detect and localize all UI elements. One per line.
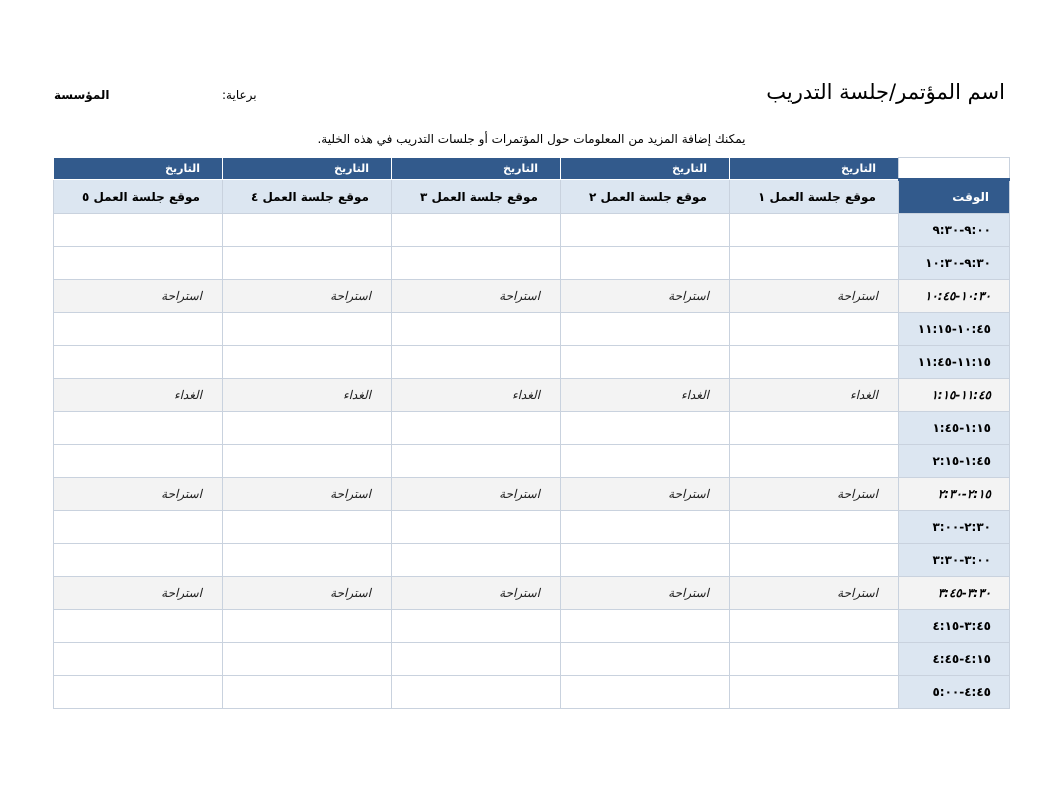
schedule-cell[interactable] xyxy=(392,511,561,544)
schedule-cell[interactable] xyxy=(392,544,561,577)
location-header[interactable]: موقع جلسة العمل ١ xyxy=(730,180,899,214)
schedule-cell[interactable]: استراحة xyxy=(561,478,730,511)
schedule-cell[interactable] xyxy=(392,214,561,247)
table-row xyxy=(54,379,1010,412)
schedule-cell[interactable] xyxy=(223,676,392,709)
schedule-cell[interactable] xyxy=(730,676,899,709)
schedule-cell[interactable] xyxy=(223,643,392,676)
schedule-cell[interactable] xyxy=(730,511,899,544)
sponsor-label: برعاية: xyxy=(222,88,257,102)
schedule-table xyxy=(53,157,1010,709)
schedule-cell[interactable]: استراحة xyxy=(561,577,730,610)
schedule-cell[interactable]: الغداء xyxy=(54,379,223,412)
schedule-cell[interactable] xyxy=(223,313,392,346)
schedule-cell[interactable]: استراحة xyxy=(392,280,561,313)
schedule-cell[interactable]: الغداء xyxy=(392,379,561,412)
schedule-cell[interactable] xyxy=(561,412,730,445)
table-row xyxy=(54,445,1010,478)
schedule-cell[interactable] xyxy=(730,544,899,577)
location-header[interactable]: موقع جلسة العمل ٢ xyxy=(561,180,730,214)
time-slot: ٩:٠٠-٩:٣٠ xyxy=(899,214,1010,247)
schedule-cell[interactable] xyxy=(730,445,899,478)
schedule-cell[interactable] xyxy=(561,610,730,643)
schedule-cell[interactable]: الغداء xyxy=(223,379,392,412)
schedule-cell[interactable] xyxy=(730,313,899,346)
schedule-cell[interactable] xyxy=(392,610,561,643)
schedule-cell[interactable] xyxy=(561,643,730,676)
schedule-cell[interactable]: استراحة xyxy=(392,577,561,610)
table-row xyxy=(54,577,1010,610)
table-row xyxy=(54,676,1010,709)
location-header[interactable]: موقع جلسة العمل ٥ xyxy=(54,180,223,214)
time-slot: ١:١٥-١:٤٥ xyxy=(899,412,1010,445)
table-row xyxy=(54,214,1010,247)
table-row xyxy=(54,247,1010,280)
schedule-cell[interactable] xyxy=(730,247,899,280)
schedule-cell[interactable]: استراحة xyxy=(54,577,223,610)
table-row xyxy=(54,346,1010,379)
schedule-cell[interactable] xyxy=(730,214,899,247)
time-slot: ١٠:٣٠-١٠:٤٥ xyxy=(899,280,1010,313)
schedule-cell[interactable] xyxy=(223,544,392,577)
time-slot: ١١:٤٥-١:١٥ xyxy=(899,379,1010,412)
organization-name: المؤسسة xyxy=(54,88,110,102)
location-header[interactable]: موقع جلسة العمل ٤ xyxy=(223,180,392,214)
table-row xyxy=(54,610,1010,643)
schedule-cell[interactable] xyxy=(561,676,730,709)
schedule-cell[interactable] xyxy=(392,643,561,676)
time-slot: ١٠:٤٥-١١:١٥ xyxy=(899,313,1010,346)
schedule-cell[interactable] xyxy=(54,643,223,676)
schedule-cell[interactable] xyxy=(223,346,392,379)
schedule-cell[interactable] xyxy=(223,247,392,280)
schedule-cell[interactable] xyxy=(223,610,392,643)
schedule-cell[interactable] xyxy=(561,313,730,346)
schedule-cell[interactable] xyxy=(54,544,223,577)
schedule-cell[interactable] xyxy=(730,610,899,643)
time-slot: ٢:٣٠-٣:٠٠ xyxy=(899,511,1010,544)
time-slot: ٣:٤٥-٤:١٥ xyxy=(899,610,1010,643)
schedule-body xyxy=(54,214,1010,709)
schedule-cell[interactable]: استراحة xyxy=(54,478,223,511)
schedule-cell[interactable] xyxy=(54,676,223,709)
time-slot: ٤:٤٥-٥:٠٠ xyxy=(899,676,1010,709)
schedule-cell[interactable]: استراحة xyxy=(561,280,730,313)
schedule-cell[interactable] xyxy=(392,676,561,709)
table-row xyxy=(54,478,1010,511)
schedule-cell[interactable] xyxy=(561,511,730,544)
time-slot: ٢:١٥-٢:٣٠ xyxy=(899,478,1010,511)
location-header-row xyxy=(54,180,1010,214)
location-header[interactable]: موقع جلسة العمل ٣ xyxy=(392,180,561,214)
table-row xyxy=(54,412,1010,445)
corner-cell xyxy=(899,158,1010,180)
date-cell[interactable]: التاريخ xyxy=(730,158,899,180)
table-row xyxy=(54,280,1010,313)
schedule-cell[interactable] xyxy=(561,247,730,280)
time-slot: ٣:٠٠-٣:٣٠ xyxy=(899,544,1010,577)
time-slot: ١:٤٥-٢:١٥ xyxy=(899,445,1010,478)
date-row xyxy=(54,158,1010,180)
schedule-cell[interactable] xyxy=(54,445,223,478)
schedule-cell[interactable] xyxy=(223,511,392,544)
table-row xyxy=(54,511,1010,544)
schedule-cell[interactable] xyxy=(54,346,223,379)
schedule-cell[interactable] xyxy=(223,214,392,247)
schedule-cell[interactable]: استراحة xyxy=(730,280,899,313)
date-cell[interactable]: التاريخ xyxy=(223,158,392,180)
schedule-cell[interactable] xyxy=(561,445,730,478)
time-header: الوقت xyxy=(899,180,1010,214)
schedule-cell[interactable]: استراحة xyxy=(730,577,899,610)
schedule-cell[interactable] xyxy=(54,247,223,280)
schedule-cell[interactable] xyxy=(392,445,561,478)
schedule-cell[interactable]: استراحة xyxy=(223,478,392,511)
schedule-cell[interactable] xyxy=(392,412,561,445)
page-title: اسم المؤتمر/جلسة التدريب xyxy=(766,80,1005,104)
schedule-cell[interactable] xyxy=(392,247,561,280)
time-slot: ٤:١٥-٤:٤٥ xyxy=(899,643,1010,676)
schedule-cell[interactable] xyxy=(54,610,223,643)
schedule-cell[interactable]: الغداء xyxy=(561,379,730,412)
date-cell[interactable]: التاريخ xyxy=(54,158,223,180)
schedule-cell[interactable]: استراحة xyxy=(223,280,392,313)
schedule-cell[interactable] xyxy=(730,643,899,676)
schedule-cell[interactable] xyxy=(223,445,392,478)
time-slot: ٩:٣٠-١٠:٣٠ xyxy=(899,247,1010,280)
schedule-cell[interactable]: استراحة xyxy=(54,280,223,313)
schedule-cell[interactable] xyxy=(561,214,730,247)
schedule-cell[interactable] xyxy=(730,346,899,379)
schedule-cell[interactable] xyxy=(392,346,561,379)
schedule-cell[interactable]: الغداء xyxy=(730,379,899,412)
schedule-cell[interactable]: استراحة xyxy=(392,478,561,511)
schedule-cell[interactable]: استراحة xyxy=(730,478,899,511)
time-slot: ١١:١٥-١١:٤٥ xyxy=(899,346,1010,379)
schedule-cell[interactable]: استراحة xyxy=(223,577,392,610)
time-slot: ٣:٣٠-٣:٤٥ xyxy=(899,577,1010,610)
table-row xyxy=(54,544,1010,577)
schedule-cell[interactable] xyxy=(54,511,223,544)
table-row xyxy=(54,643,1010,676)
schedule-cell[interactable] xyxy=(561,544,730,577)
date-cell[interactable]: التاريخ xyxy=(392,158,561,180)
schedule-cell[interactable] xyxy=(561,346,730,379)
schedule-cell[interactable] xyxy=(54,412,223,445)
schedule-cell[interactable] xyxy=(730,412,899,445)
schedule-cell[interactable] xyxy=(223,412,392,445)
schedule-cell[interactable] xyxy=(54,214,223,247)
date-cell[interactable]: التاريخ xyxy=(561,158,730,180)
schedule-cell[interactable] xyxy=(54,313,223,346)
schedule-cell[interactable] xyxy=(392,313,561,346)
table-row xyxy=(54,313,1010,346)
info-note: يمكنك إضافة المزيد من المعلومات حول المؤتمرات أو جلسات التدريب في هذه الخلية. xyxy=(317,132,746,146)
